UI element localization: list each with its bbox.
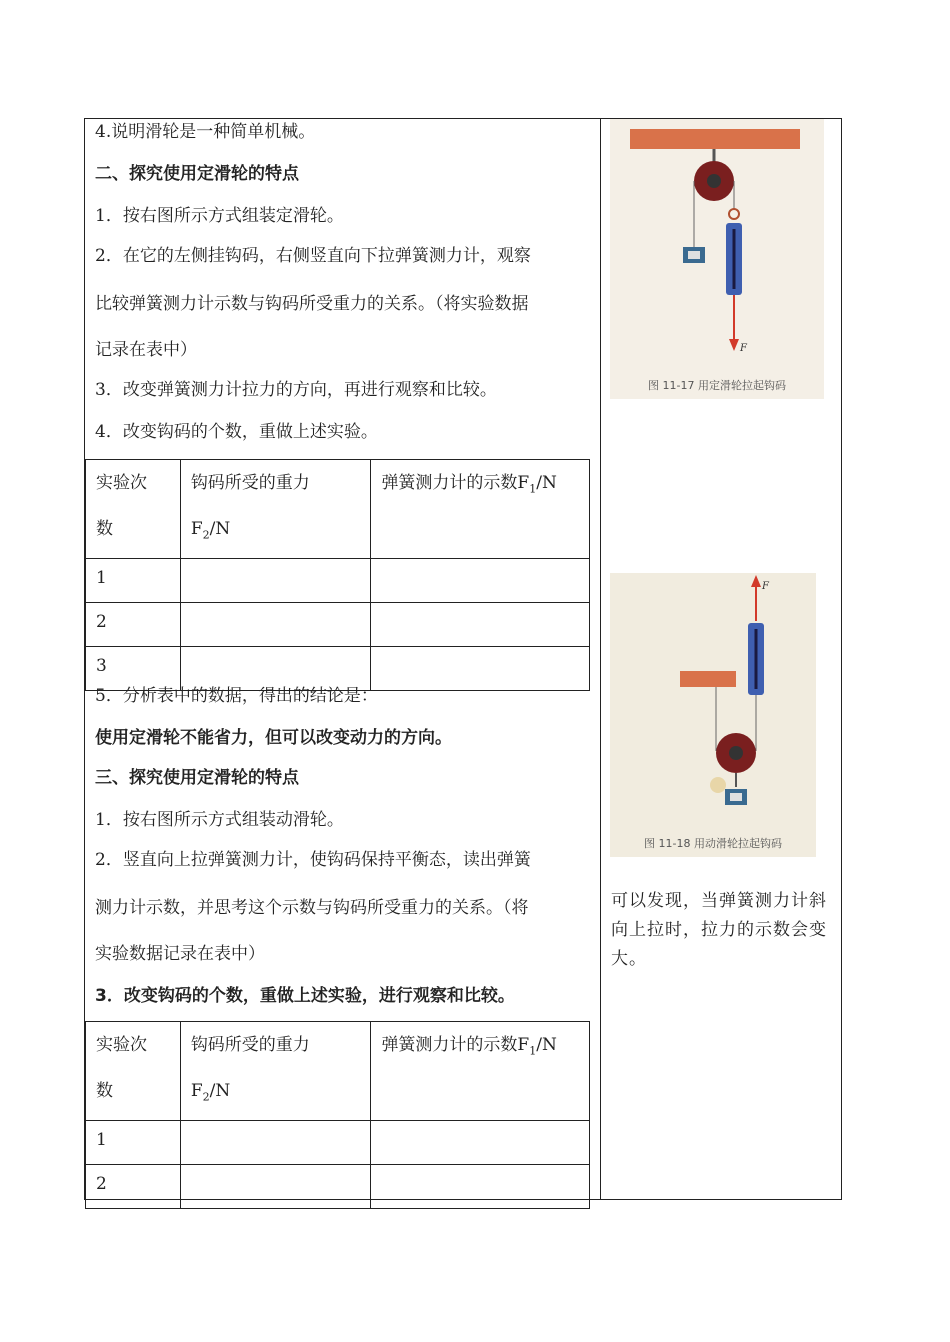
weight-cell[interactable] — [180, 559, 371, 603]
part3-step-2-line2: 测力计示数，并思考这个示数与钩码所受重力的关系。（将 — [95, 898, 529, 918]
part3-step-2-line1: 2．竖直向上拉弹簧测力计，使钩码保持平衡态，读出弹簧 — [95, 850, 531, 870]
trial-number: 1 — [86, 1121, 181, 1165]
header-trial-line1: 实验次 — [96, 1035, 147, 1055]
trial-number: 2 — [86, 603, 181, 647]
header-weight-unit: $F_2/N$ — [190, 519, 231, 542]
header-trial-line1: 实验次 — [96, 473, 147, 493]
ceiling-beam — [630, 129, 800, 149]
data-table-fixed-pulley — [85, 459, 590, 691]
worksheet-table — [84, 118, 842, 1200]
header-trial-line2: 数 — [96, 1081, 113, 1101]
hook-weight-label — [730, 793, 742, 801]
header-trial — [86, 460, 181, 559]
fig1-caption: 图 11-17 用定滑轮拉起钩码 — [648, 379, 786, 392]
trial-number: 1 — [86, 559, 181, 603]
movable-pulley-figure — [610, 573, 816, 857]
header-trial — [86, 1022, 181, 1121]
reading-cell[interactable] — [371, 559, 590, 603]
reading-cell[interactable] — [371, 1165, 590, 1209]
header-weight-line1: 钩码所受的重力 — [190, 1035, 310, 1055]
force-label: F — [762, 581, 769, 592]
pulley-axle — [707, 174, 721, 188]
force-arrowhead — [729, 339, 739, 351]
header-reading — [371, 1022, 590, 1121]
ceiling-beam — [680, 671, 736, 687]
step-1: 1．按右图所示方式组装定滑轮。 — [95, 206, 344, 226]
force-label: F — [740, 343, 747, 354]
weight-cell[interactable] — [180, 603, 371, 647]
header-weight-unit: $F_2/N$ — [190, 1081, 231, 1104]
reading-cell[interactable] — [371, 647, 590, 691]
pulley-axle — [729, 746, 743, 760]
force-arrowhead — [751, 575, 761, 587]
part3-step-2-line3: 实验数据记录在表中） — [95, 944, 265, 964]
header-weight — [180, 460, 371, 559]
step-2-line2: 比较弹簧测力计示数与钩码所受重力的关系。（将实验数据 — [95, 294, 529, 314]
data-table-movable-pulley — [85, 1021, 590, 1209]
header-reading-text: 弹簧测力计的示数$F_1/N$ — [381, 473, 557, 496]
fig2-caption: 图 11-18 用动滑轮拉起钩码 — [644, 837, 782, 850]
step-2-line3: 记录在表中） — [95, 340, 197, 360]
fixed-pulley-figure — [610, 119, 824, 399]
step-4: 4．改变钩码的个数，重做上述实验。 — [95, 422, 378, 442]
observation-note: 可以发现，当弹簧测力计斜向上拉时，拉力的示数会变大。 — [611, 891, 827, 969]
header-weight — [180, 1022, 371, 1121]
point-4: 4.说明滑轮是一种简单机械。 — [95, 122, 316, 142]
weight-cell[interactable] — [180, 1121, 371, 1165]
header-reading-text: 弹簧测力计的示数$F_1/N$ — [381, 1035, 557, 1058]
reading-cell[interactable] — [371, 603, 590, 647]
trial-number: 3 — [86, 647, 181, 691]
part3-step-1: 1．按右图所示方式组装动滑轮。 — [95, 810, 344, 830]
step-2-line1: 2．在它的左侧挂钩码，右侧竖直向下拉弹簧测力计，观察 — [95, 246, 531, 266]
light-spot — [710, 777, 726, 793]
step-5: 5．分析表中的数据，得出的结论是： — [95, 686, 378, 706]
header-weight-line1: 钩码所受的重力 — [190, 473, 310, 493]
header-reading — [371, 460, 590, 559]
part3-step-3: 3．改变钩码的个数，重做上述实验，进行观察和比较。 — [95, 986, 515, 1006]
section-3-heading: 三、探究使用定滑轮的特点 — [95, 768, 299, 788]
section-2-heading: 二、探究使用定滑轮的特点 — [95, 164, 299, 184]
reading-cell[interactable] — [371, 1121, 590, 1165]
conclusion: 使用定滑轮不能省力，但可以改变动力的方向。 — [95, 728, 452, 748]
fixed-pulley-illustration — [610, 119, 824, 399]
movable-pulley-illustration — [610, 573, 816, 857]
column-divider — [600, 119, 601, 1199]
trial-number: 2 — [86, 1165, 181, 1209]
hook-weight-label — [688, 251, 700, 259]
step-3: 3．改变弹簧测力计拉力的方向，再进行观察和比较。 — [95, 380, 497, 400]
header-trial-line2: 数 — [96, 519, 113, 539]
spring-ring — [729, 209, 739, 219]
weight-cell[interactable] — [180, 1165, 371, 1209]
